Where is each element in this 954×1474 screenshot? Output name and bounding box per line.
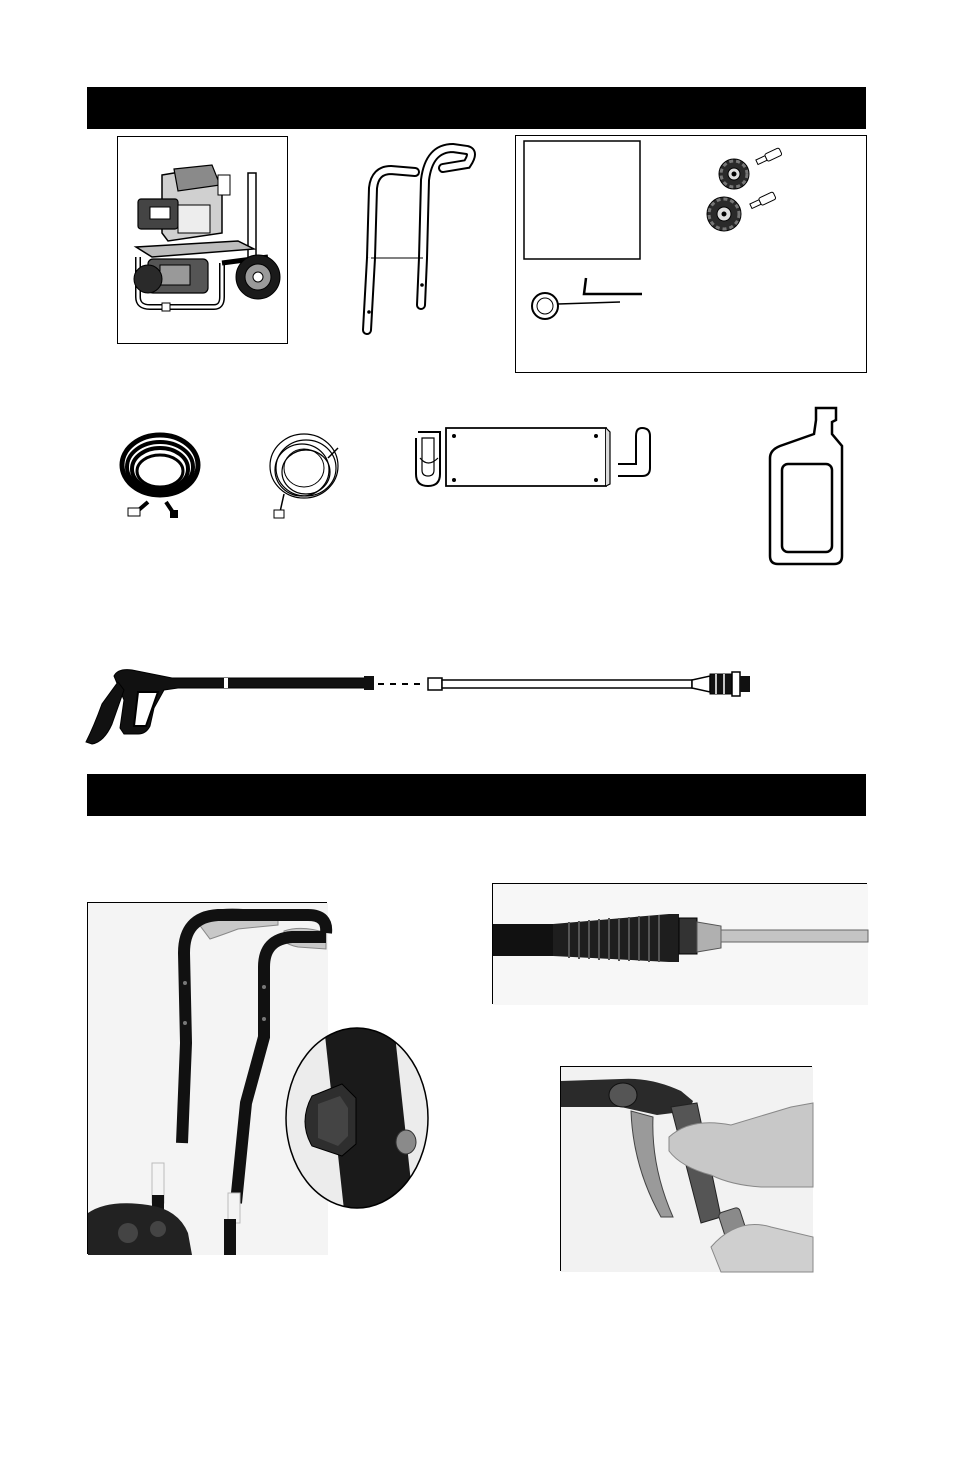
- high-pressure-hose-icon: [118, 420, 204, 520]
- gun-hose-connection-photo-frame: [560, 1066, 812, 1271]
- handle-icon: [355, 140, 485, 340]
- accessory-holder-icon: [410, 424, 666, 494]
- pressure-washer-unit-icon: [118, 137, 289, 345]
- knob-detail-photo: [284, 1026, 430, 1210]
- oil-bottle-icon: [766, 406, 848, 568]
- wand-connection-photo-frame: [492, 883, 867, 1004]
- gun-hose-connection-photo: [561, 1067, 813, 1272]
- contents-header-bar: [87, 87, 866, 129]
- hardware-kit-icon: [516, 136, 868, 374]
- wand-connection-photo: [493, 884, 868, 1005]
- assembly-header-bar: [87, 774, 866, 816]
- garden-hose-icon: [266, 428, 346, 520]
- spray-gun-wand-icon: [84, 664, 764, 748]
- pressure-washer-box: [117, 136, 288, 344]
- hardware-kit-box: [515, 135, 867, 373]
- manual-placeholder: [524, 141, 640, 259]
